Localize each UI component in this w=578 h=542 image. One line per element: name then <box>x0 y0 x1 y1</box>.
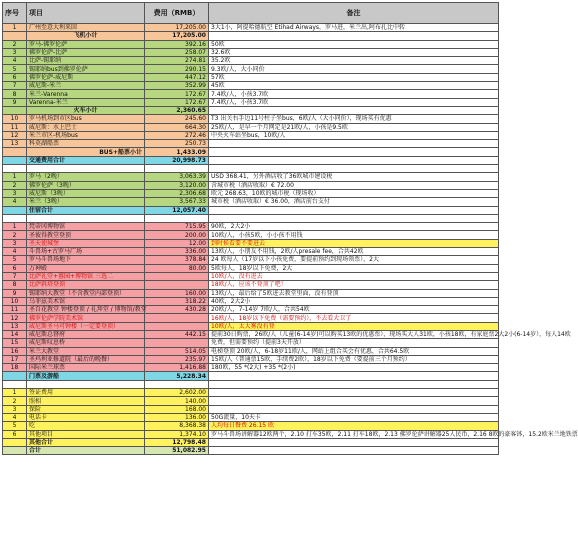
cell-no[interactable]: 13 <box>3 140 27 148</box>
table-row <box>3 397 499 405</box>
cell-item[interactable]: 罗马（2晚） <box>27 173 145 181</box>
cell-note[interactable]: T3 出关右手边11号柱子坐bus，6欧/人（大小同价），现场买有优惠 <box>209 115 499 123</box>
cell-no[interactable] <box>3 106 27 114</box>
cell-item[interactable]: 照相 <box>27 397 145 405</box>
cell-amount[interactable]: 168.00 <box>145 405 209 413</box>
cell-note[interactable]: 40欧，2大2小 <box>209 297 499 305</box>
cell-item[interactable]: 广州至意大利来回 <box>27 24 145 32</box>
cell-item[interactable]: 其他合计 <box>27 438 145 446</box>
table-row <box>3 380 499 388</box>
cell-amount[interactable]: 715.95 <box>145 223 209 231</box>
cell-note[interactable]: 提前30日购票，26欧/人（儿童(6-14岁)可以购买13欧的优惠票），现场买大人31欧，小孩18欧，有家庭票2大2小(6-14岁），每人14欧 <box>209 330 499 338</box>
cell-no[interactable]: 15 <box>3 339 27 347</box>
cell-item[interactable]: 吃 <box>27 422 145 430</box>
cell-note[interactable]: 中央火车站坐bus，10欧/人 <box>209 131 499 139</box>
cell-item[interactable]: 锡耶纳大教堂（不含教堂内部登顶） <box>27 289 145 297</box>
cell-note[interactable] <box>209 148 499 156</box>
cell-note[interactable]: 10欧/人，没有进去 <box>209 272 499 280</box>
table-row <box>3 223 499 231</box>
cell-no[interactable]: 12 <box>3 131 27 139</box>
table-row <box>3 339 499 347</box>
cell-note[interactable] <box>209 106 499 114</box>
table-row <box>3 405 499 413</box>
cell-no[interactable]: 5 <box>3 422 27 430</box>
cell-no[interactable] <box>3 438 27 446</box>
cell-no[interactable]: 3 <box>3 48 27 56</box>
cell-amount[interactable]: 17,205.00 <box>145 32 209 40</box>
cell-amount[interactable]: 258.07 <box>145 48 209 56</box>
cell-no[interactable] <box>3 380 27 388</box>
cell-no[interactable]: 3 <box>3 405 27 413</box>
cell-no[interactable]: 4 <box>3 57 27 65</box>
table-row <box>3 330 499 338</box>
cell-amount[interactable]: 80.00 <box>145 264 209 272</box>
cell-amount[interactable]: 272.46 <box>145 131 209 139</box>
cell-item[interactable]: 威尼斯：水上巴士 <box>27 123 145 131</box>
cell-item[interactable]: 签证费用 <box>27 389 145 397</box>
cell-item[interactable]: 圣玛利亚修道院（最后的晚餐） <box>27 355 145 363</box>
cell-no[interactable]: 10 <box>3 297 27 305</box>
cell-amount[interactable] <box>145 272 209 280</box>
table-row <box>3 413 499 421</box>
cell-item[interactable]: 威尼斯圣马可钟楼（一定要登顶） <box>27 322 145 330</box>
cell-item[interactable]: Varenna-米兰 <box>27 98 145 106</box>
cell-no[interactable]: 3 <box>3 239 27 247</box>
cell-no[interactable] <box>3 148 27 156</box>
cell-note[interactable] <box>209 447 499 455</box>
cell-no[interactable]: 4 <box>3 248 27 256</box>
cell-item[interactable]: 佛罗伦萨（3晚） <box>27 181 145 189</box>
cell-no[interactable]: 14 <box>3 330 27 338</box>
cell-item[interactable]: 佛罗伦萨学院美术馆 <box>27 314 145 322</box>
cell-amount[interactable]: 318.22 <box>145 297 209 305</box>
cell-item[interactable] <box>27 165 145 173</box>
cell-amount[interactable]: 1,374.10 <box>145 430 209 438</box>
table-row <box>3 40 499 48</box>
cell-no[interactable]: 10 <box>3 115 27 123</box>
cell-amount[interactable]: 447.12 <box>145 73 209 81</box>
cell-item[interactable]: 佛罗伦萨-比萨 <box>27 48 145 56</box>
cell-item[interactable]: 火车小计 <box>27 106 145 114</box>
cell-item[interactable]: 万神殿 <box>27 264 145 272</box>
cell-item[interactable]: 威尼斯-米兰 <box>27 82 145 90</box>
table-row <box>3 272 499 280</box>
cell-note[interactable]: 50欧 <box>209 40 499 48</box>
cell-note[interactable]: 城市税（酒店收取）€ 36.00，酒店前台支付 <box>209 198 499 206</box>
cell-amount[interactable]: 140.00 <box>145 397 209 405</box>
cell-item[interactable]: 斗兽场+古罗马广场 <box>27 248 145 256</box>
cell-no[interactable]: 17 <box>3 355 27 363</box>
cell-item[interactable]: 比萨礼堂+墓园+博物馆 三选二 <box>27 272 145 280</box>
cell-amount[interactable]: 378.84 <box>145 256 209 264</box>
cell-item[interactable]: 罗马机场到市区bus <box>27 115 145 123</box>
cell-item[interactable] <box>27 214 145 222</box>
subtotal-row <box>3 156 499 164</box>
cell-no[interactable] <box>3 156 27 164</box>
cell-no[interactable]: 7 <box>3 272 27 280</box>
subtotal-row <box>3 438 499 446</box>
cell-no[interactable]: 1 <box>3 389 27 397</box>
cell-note[interactable]: 含城市税（酒店收取）€ 72.00 <box>209 181 499 189</box>
cell-amount[interactable]: 8,368.38 <box>145 422 209 430</box>
cell-amount[interactable]: 5,228.34 <box>145 372 209 380</box>
cell-no[interactable] <box>3 214 27 222</box>
subtotal-row <box>3 106 499 114</box>
cell-note[interactable]: 7.4欧/人，小孩3.7欧 <box>209 98 499 106</box>
cell-no[interactable]: 2 <box>3 40 27 48</box>
cell-no[interactable]: 12 <box>3 314 27 322</box>
cell-note[interactable]: 180欧，55 *(2大) +35 *(2小) <box>209 364 499 372</box>
table-row <box>3 214 499 222</box>
cell-note[interactable] <box>209 372 499 380</box>
cell-no[interactable] <box>3 206 27 214</box>
table-row <box>3 48 499 56</box>
cell-amount[interactable]: 17,205.00 <box>145 24 209 32</box>
cell-amount[interactable]: 172.67 <box>145 90 209 98</box>
table-row <box>3 430 499 438</box>
table-row <box>3 248 499 256</box>
cell-item[interactable]: 合计 <box>27 447 145 455</box>
cell-no[interactable] <box>3 447 27 455</box>
cell-item[interactable]: BUS+船票小计 <box>27 148 145 156</box>
cell-note[interactable]: 到时候看要不要进去 <box>209 239 499 247</box>
subtotal-row <box>3 32 499 40</box>
cell-no[interactable] <box>3 165 27 173</box>
table-row <box>3 82 499 90</box>
table-row <box>3 140 499 148</box>
cell-amount[interactable]: 2,360.65 <box>145 106 209 114</box>
cell-note[interactable]: 欧元 268.63，10欧的城市税（现场收） <box>209 189 499 197</box>
cell-amount[interactable] <box>145 339 209 347</box>
table-row <box>3 90 499 98</box>
cell-item[interactable]: 比萨斜塔登顶 <box>27 281 145 289</box>
cell-amount[interactable]: 160.00 <box>145 289 209 297</box>
cell-item[interactable]: 门票及游船 <box>27 372 145 380</box>
cell-amount[interactable] <box>145 281 209 289</box>
cell-note[interactable]: 57欧 <box>209 73 499 81</box>
cell-item[interactable]: 威尼斯（3晚） <box>27 189 145 197</box>
cell-amount[interactable]: 3,567.33 <box>145 198 209 206</box>
cell-note[interactable]: 45欧 <box>209 82 499 90</box>
cell-note[interactable]: 人均每日餐费 26.15 欧 <box>209 422 499 430</box>
cell-item[interactable]: 威尼斯叹息桥 <box>27 339 145 347</box>
header-cost[interactable]: 费用（RMB） <box>145 3 209 24</box>
cell-note[interactable] <box>209 405 499 413</box>
cell-item[interactable]: 保险 <box>27 405 145 413</box>
cell-no[interactable]: 2 <box>3 397 27 405</box>
cell-item[interactable]: 罗马-佛罗伦萨 <box>27 40 145 48</box>
cell-no[interactable]: 8 <box>3 281 27 289</box>
cell-note[interactable]: 16欧/人，18岁以下免费（需要预约），不去看大卫了 <box>209 314 499 322</box>
cell-no[interactable]: 3 <box>3 189 27 197</box>
cell-note[interactable]: 24 欧每人（17岁以下小孩免费，要提前预约到现场领票），2大 <box>209 256 499 264</box>
cell-item[interactable]: 比萨-锡耶纳 <box>27 57 145 65</box>
cell-no[interactable]: 18 <box>3 364 27 372</box>
table-row <box>3 297 499 305</box>
cell-item[interactable]: 飞机小计 <box>27 32 145 40</box>
table-row <box>3 173 499 181</box>
cell-amount[interactable]: 12,798.48 <box>145 438 209 446</box>
cell-no[interactable]: 11 <box>3 306 27 314</box>
cell-item[interactable] <box>27 380 145 388</box>
cell-item[interactable]: 其他项目 <box>27 430 145 438</box>
cell-note[interactable]: 13欧/人，小朋友不用钱，2欧/人presale fee，合共42欧 <box>209 248 499 256</box>
cell-no[interactable] <box>3 372 27 380</box>
table-row <box>3 314 499 322</box>
cell-note[interactable]: 电梯登顶 20欧/人，6-18岁11欧/人，网站上组合买会有优惠，合共64.5欧 <box>209 347 499 355</box>
cell-amount[interactable]: 2,602.00 <box>145 389 209 397</box>
header-item[interactable]: 项目 <box>27 3 145 24</box>
table-row <box>3 289 499 297</box>
table-row <box>3 306 499 314</box>
cell-amount[interactable]: 200.00 <box>145 231 209 239</box>
cell-amount[interactable]: 3,120.00 <box>145 181 209 189</box>
subtotal-row <box>3 372 499 380</box>
cell-amount[interactable]: 392.16 <box>145 40 209 48</box>
cell-note[interactable]: 35.2欧 <box>209 57 499 65</box>
cell-item[interactable]: 佛罗伦萨-威尼斯 <box>27 73 145 81</box>
cell-note[interactable] <box>209 397 499 405</box>
cell-amount[interactable]: 20,998.73 <box>145 156 209 164</box>
subtotal-row <box>3 206 499 214</box>
cell-note[interactable] <box>209 32 499 40</box>
cell-item[interactable]: 科莫湖船票 <box>27 140 145 148</box>
table-row <box>3 422 499 430</box>
cell-amount[interactable]: 172.67 <box>145 98 209 106</box>
cell-item[interactable]: 住宿合计 <box>27 206 145 214</box>
cell-note[interactable] <box>209 140 499 148</box>
cell-amount[interactable]: 3,063.39 <box>145 173 209 181</box>
cell-amount[interactable]: 136.00 <box>145 413 209 421</box>
cell-note[interactable] <box>209 206 499 214</box>
cell-item[interactable]: 米兰-Varenna <box>27 90 145 98</box>
cell-note[interactable]: 9.3欧/人，大小同价 <box>209 65 499 73</box>
table-row <box>3 364 499 372</box>
cell-amount[interactable]: 12,057.40 <box>145 206 209 214</box>
cell-no[interactable]: 13 <box>3 322 27 330</box>
cell-item[interactable]: 锡耶纳bus到佛罗伦萨 <box>27 65 145 73</box>
cell-no[interactable]: 16 <box>3 347 27 355</box>
cell-amount[interactable]: 235.97 <box>145 355 209 363</box>
cell-item[interactable]: 米兰大教堂 <box>27 347 145 355</box>
cell-note[interactable] <box>209 214 499 222</box>
subtotal-row <box>3 148 499 156</box>
table-row <box>3 24 499 32</box>
header-note[interactable]: 备注 <box>209 3 499 24</box>
cell-amount[interactable] <box>145 214 209 222</box>
header-row <box>3 3 499 24</box>
cell-note[interactable]: 7.4欧/人，小孩3.7欧 <box>209 90 499 98</box>
cell-no[interactable]: 5 <box>3 256 27 264</box>
table-row <box>3 347 499 355</box>
cell-no[interactable]: 6 <box>3 73 27 81</box>
cell-note[interactable]: 90欧，2大2小 <box>209 223 499 231</box>
cell-no[interactable]: 4 <box>3 413 27 421</box>
cell-note[interactable]: 免费，但需要预约（提前3天开放） <box>209 339 499 347</box>
table-row <box>3 65 499 73</box>
table-row <box>3 165 499 173</box>
cell-no[interactable]: 1 <box>3 223 27 231</box>
cell-amount[interactable]: 442.15 <box>145 330 209 338</box>
cell-note[interactable]: 10欧/人，小孩5欧，小小孩不用钱 <box>209 231 499 239</box>
cell-amount[interactable]: 12.00 <box>145 239 209 247</box>
cell-note[interactable]: 50G流量，10天卡 <box>209 413 499 421</box>
cell-note[interactable]: 13欧/人，最后给了5欧进去教堂里面，没有登顶 <box>209 289 499 297</box>
cell-item[interactable]: 交通费用合计 <box>27 156 145 164</box>
table-row <box>3 123 499 131</box>
cell-note[interactable] <box>209 156 499 164</box>
cell-note[interactable]: 5欧每人，18岁以下免费，2大 <box>209 264 499 272</box>
cell-item[interactable]: 圣百花教堂 钟楼登顶 / 礼拜堂 / 博物馆/教堂 <box>27 306 145 314</box>
table-row <box>3 256 499 264</box>
cell-item[interactable]: 电话卡 <box>27 413 145 421</box>
cell-amount[interactable] <box>145 380 209 388</box>
cell-amount[interactable]: 1,433.09 <box>145 148 209 156</box>
cell-no[interactable]: 6 <box>3 264 27 272</box>
cell-note[interactable]: USD 368.41，另外酒店收了36欧城市建设税 <box>209 173 499 181</box>
cell-note[interactable] <box>209 380 499 388</box>
cell-note[interactable]: 32.6欧 <box>209 48 499 56</box>
cell-item[interactable]: 圣天使城堡 <box>27 239 145 247</box>
table-row <box>3 239 499 247</box>
cell-no[interactable]: 2 <box>3 231 27 239</box>
cell-note[interactable] <box>209 389 499 397</box>
table-row <box>3 115 499 123</box>
table-row <box>3 98 499 106</box>
cell-note[interactable]: 3大1小，阿提哈德航空 Etihad Airways，罗马进，米兰出,阿布扎比中转 <box>209 24 499 32</box>
header-no[interactable]: 序号 <box>3 3 27 24</box>
table-row <box>3 322 499 330</box>
table-row <box>3 181 499 189</box>
cell-note[interactable]: 20欧/人，7-14岁 7欧/人，合共54欧 <box>209 306 499 314</box>
table-row <box>3 131 499 139</box>
subtotal-row <box>3 447 499 455</box>
table-row <box>3 57 499 65</box>
cell-item[interactable]: 米兰市区-机场bus <box>27 131 145 139</box>
cell-no[interactable]: 1 <box>3 173 27 181</box>
cell-amount[interactable]: 514.05 <box>145 347 209 355</box>
cell-no[interactable]: 8 <box>3 90 27 98</box>
cell-item[interactable]: 罗马斗兽场地下 <box>27 256 145 264</box>
cell-no[interactable]: 1 <box>3 24 27 32</box>
cell-no[interactable]: 9 <box>3 98 27 106</box>
cell-amount[interactable]: 274.81 <box>145 57 209 65</box>
cell-item[interactable]: 威尼斯总督府 <box>27 330 145 338</box>
table-row <box>3 198 499 206</box>
cell-no[interactable] <box>3 32 27 40</box>
cell-amount[interactable]: 51,082.95 <box>145 447 209 455</box>
cell-no[interactable]: 6 <box>3 430 27 438</box>
cell-amount[interactable]: 290.15 <box>145 65 209 73</box>
cell-note[interactable]: 罗马斗兽场讲解器12欧两个，2.10 打车35欧，2.11 打车18欧，2.13 佛罗伦萨讲解器25人民币，2.16 8欧的豪客钵，15.2欧米兰地铁票 <box>209 430 499 438</box>
cell-amount[interactable]: 245.60 <box>145 115 209 123</box>
cell-amount[interactable] <box>145 314 209 322</box>
cell-note[interactable]: 18欧/人，应该不登顶了吧！ <box>209 281 499 289</box>
cell-note[interactable] <box>209 438 499 446</box>
table-row <box>3 281 499 289</box>
expense-spreadsheet <box>2 2 578 455</box>
cell-amount[interactable] <box>145 322 209 330</box>
cell-amount[interactable] <box>145 165 209 173</box>
cell-note[interactable]: 15欧/人（普通票15欧，手续费2欧），18岁以下免费（要提前三个月预约） <box>209 355 499 363</box>
cell-amount[interactable]: 2,306.68 <box>145 189 209 197</box>
cell-no[interactable]: 7 <box>3 82 27 90</box>
table-row <box>3 264 499 272</box>
cell-item[interactable]: 米兰（3晚） <box>27 198 145 206</box>
cell-amount[interactable]: 430.28 <box>145 306 209 314</box>
cell-no[interactable]: 2 <box>3 181 27 189</box>
table-row <box>3 355 499 363</box>
cell-note[interactable]: 10欧/人，太大雾没有登 <box>209 322 499 330</box>
cell-no[interactable]: 4 <box>3 198 27 206</box>
table-row <box>3 189 499 197</box>
cell-item[interactable]: 圣彼得教堂登顶 <box>27 231 145 239</box>
cell-no[interactable]: 9 <box>3 289 27 297</box>
table-row <box>3 389 499 397</box>
cell-no[interactable]: 5 <box>3 65 27 73</box>
cell-note[interactable]: 25欧/人，是早一个月网定是21欧/人，小孩是9.5欧 <box>209 123 499 131</box>
cell-item[interactable]: 乌菲兹美术馆 <box>27 297 145 305</box>
cell-amount[interactable]: 250.73 <box>145 140 209 148</box>
cell-item[interactable]: 梵蒂冈博物馆 <box>27 223 145 231</box>
cell-amount[interactable]: 336.00 <box>145 248 209 256</box>
cell-no[interactable]: 11 <box>3 123 27 131</box>
cell-note[interactable] <box>209 165 499 173</box>
cell-amount[interactable]: 352.99 <box>145 82 209 90</box>
cell-amount[interactable]: 1,416.88 <box>145 364 209 372</box>
table-row <box>3 231 499 239</box>
table-row <box>3 73 499 81</box>
cell-item[interactable]: 国际米兰球票 <box>27 364 145 372</box>
cell-amount[interactable]: 664.30 <box>145 123 209 131</box>
